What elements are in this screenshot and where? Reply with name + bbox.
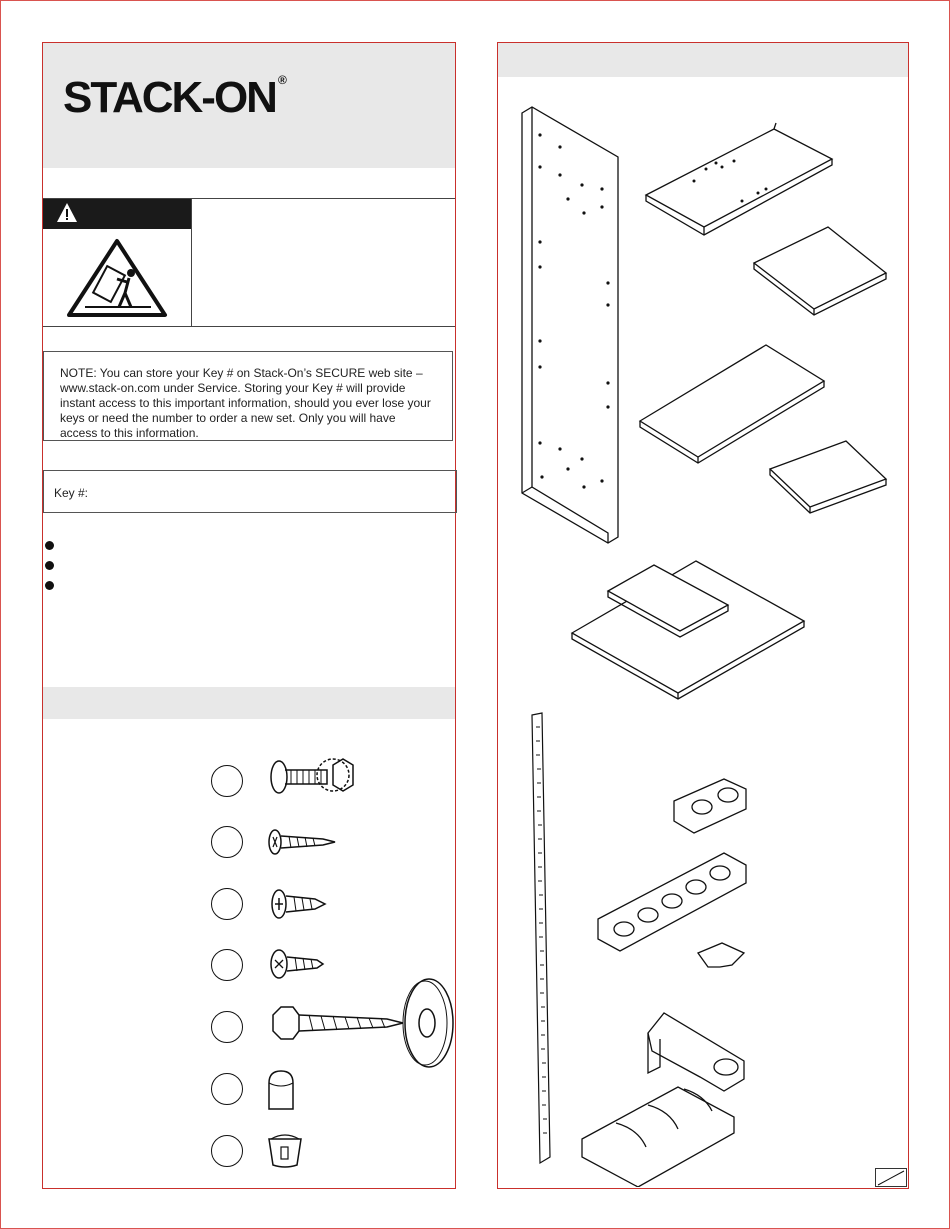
wedge-holder-drawing [582,1087,734,1187]
right-column [497,42,909,1189]
left-column [42,42,456,1189]
bracket-holder-drawing [648,1013,744,1091]
callout-circle [211,888,243,920]
callout-circle [211,1011,243,1043]
page-corner-mark [875,1168,907,1187]
hardware-item-d [211,949,243,981]
warning-header [43,199,191,229]
top-shelf-drawing [646,123,832,235]
bullet-2 [45,561,54,570]
callout-circle [211,1073,243,1105]
tip-over-hazard-icon [65,235,169,321]
hardware-header [43,687,455,719]
plug-icon [265,1127,309,1171]
hardware-item-a [211,765,243,797]
callout-circle [211,765,243,797]
parts-illustration [498,77,908,1187]
corner-slash-icon [876,1169,906,1186]
hardware-item-f [211,1073,243,1105]
warning-divider [191,199,192,326]
key-note-box [43,351,453,441]
callout-circle [211,949,243,981]
hardware-item-e [211,1011,243,1043]
bullet-1 [45,541,54,550]
note-text: NOTE: You can store your Key # on Stack-On’s SECURE web site – www.stack-on.com under Service. Storing your Key # will provide instant access to this important information, should you ever lose your keys or need the number to order a new set. Only you will have access to this information. [60,366,431,440]
parts-header [498,43,908,77]
small-shelf-drawing [754,227,886,315]
top-panel-drawing [572,561,804,699]
machine-screw-icon [267,743,357,803]
bullet-3 [45,581,54,590]
key-number-box [43,470,457,513]
warning-panel [43,198,455,327]
callout-circle [211,826,243,858]
hardware-item-g [211,1135,243,1167]
key-label: Key #: [54,486,89,500]
wood-screw-icon [267,825,339,861]
pegboard-rail-drawing [532,713,550,1163]
hardware-item-b [211,826,243,858]
two-slot-holder-drawing [674,779,746,833]
short-board-drawing [770,441,886,513]
callout-circle [211,1135,243,1167]
brand-logo: STACK-ON ® [63,73,287,122]
warning-triangle-icon [43,199,191,229]
side-panel-drawing [522,107,618,543]
lag-screw-icon [267,975,455,1071]
five-slot-holder-drawing [598,853,746,951]
cap-icon [265,1067,305,1115]
brand-header [43,43,455,168]
single-hook-drawing [698,943,744,967]
long-board-drawing [640,345,824,463]
sheet-metal-screw-icon [269,886,329,922]
hardware-item-c [211,888,243,920]
